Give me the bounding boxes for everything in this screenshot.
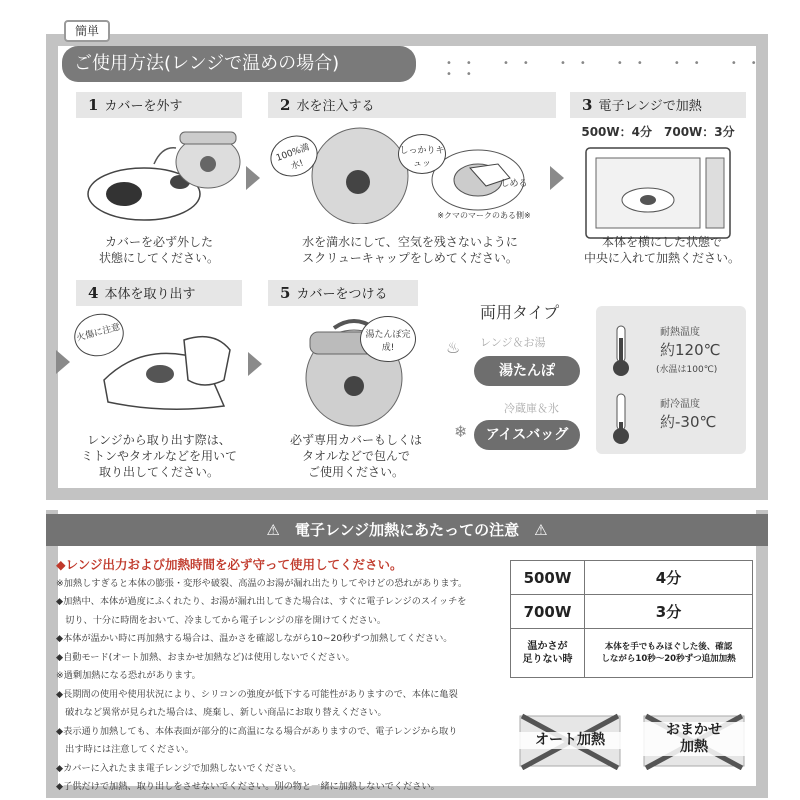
- cold-use-label: 冷蔵庫＆氷: [504, 402, 559, 415]
- step-arrow-3: [56, 350, 70, 374]
- heating-time-table: [510, 560, 753, 678]
- step-arrow-1: [246, 166, 260, 190]
- step-arrow-2: [550, 166, 564, 190]
- hot-use-label: レンジ＆お湯: [480, 336, 546, 349]
- step-3-caption: 本体を横にした状態で 中央に入れて加熱ください。: [583, 235, 740, 265]
- table-row: 700W 3分: [511, 595, 753, 629]
- step-4-caption: レンジから取り出す際は、 ミトンやタオルなどを用いて 取り出してください。: [80, 433, 237, 479]
- caution-item: ◆子供だけで加熱、取り出しをさせないでください。別の物と一緒に加熱しないでください。: [56, 781, 440, 792]
- microwave-illustration: [584, 146, 734, 242]
- steam-icon: ♨: [446, 338, 461, 357]
- caution-item: ◆カバーに入れたまま電子レンジで加熱しないでください。: [56, 762, 302, 774]
- step-5-header: 5 カバーをつける: [268, 280, 418, 306]
- step-3-header: 3 電子レンジで加熱: [570, 92, 746, 118]
- burn-warning-bubble: 火傷に注意: [69, 308, 128, 362]
- caution-item: ◆本体が温かい時に再加熱する場合は、温かさを確認しながら10~20秒ずつ加熱してください。: [56, 633, 453, 644]
- step-1-caption: カバーを必ず外した 状態にしてください。: [98, 235, 219, 265]
- caution-item: ◆加熱中、本体が過度にふくれたり、お湯が漏れ出してきた場合は、すぐに電子レンジのスイッチを: [56, 596, 467, 607]
- auto-heat-label: オート加熱: [518, 732, 622, 749]
- step-arrow-4: [248, 352, 262, 376]
- paw-prints-decoration: •• •• •• •• •• •• ••: [446, 58, 771, 80]
- water-temp-note: (水温は100℃): [656, 365, 718, 375]
- caution-item: ◆自動モード(オート加熱、おまかせ加熱など)は使用しないでください。: [56, 651, 355, 663]
- thermometer-cold-icon: [610, 392, 632, 446]
- table-row: 500W 4分: [511, 561, 753, 595]
- heat-resistance-value: 約120℃: [660, 341, 721, 359]
- caution-item: ※過剰加熱になる恐れがあります。: [56, 670, 201, 681]
- caution-list: [56, 556, 502, 797]
- power-time-label: 500W：4分 700W：3分: [581, 125, 735, 139]
- step-4-header: 4 本体を取り出す: [76, 280, 242, 306]
- hot-water-bottle-pill: 湯たんぽ: [474, 356, 580, 386]
- caution-headline: ◆レンジ出力および加熱時間を必ず守って使用してください。: [56, 557, 403, 572]
- caution-header: ⚠ 電子レンジ加熱にあたっての注意 ⚠: [46, 514, 768, 546]
- step-2-caption: 水を満水にして、空気を残さないように スクリューキャップをしめてください。: [302, 235, 518, 265]
- omakase-heat-label: おまかせ 加熱: [642, 722, 746, 756]
- caution-item: 切り、十分に時間をおいて、冷ましてから電子レンジの扉を開けてください。: [56, 614, 387, 626]
- caution-item: ※加熱しすぎると本体の膨張・変形や破裂、高温のお湯が漏れ出たりしてやけどの恐れがあります。: [56, 577, 468, 589]
- table-row: 温かさが 足りない時 本体を手でもみほぐした後、確認 しながら10秒～20秒ずつ追加加熱: [511, 629, 753, 678]
- dual-type-heading: 両用タイプ: [480, 303, 560, 322]
- cold-resistance-value: 約-30℃: [660, 413, 717, 431]
- caution-item: 出す時には注意してください。: [56, 744, 194, 755]
- easy-tag: 簡単: [64, 20, 110, 42]
- tighten-label: しめる: [500, 179, 528, 189]
- ready-bubble: 湯たんぽ完成!: [360, 316, 416, 362]
- step-5-caption: 必ず専用カバーもしくは タオルなどで包んで ご使用ください。: [289, 433, 422, 479]
- ice-bag-pill: アイスバッグ: [474, 420, 580, 450]
- remove-cover-illustration: [84, 124, 244, 224]
- full-water-bubble: 100%満水!: [265, 129, 324, 183]
- caution-item: ◆表示通り加熱しても、本体表面が部分的に高温になる場合がありますので、電子レンジから取り: [56, 725, 458, 737]
- thermometer-hot-icon: [610, 324, 632, 378]
- tighten-bubble: しっかりキュッ: [398, 134, 446, 174]
- bear-mark-note: ※クマのマークのある側※: [437, 211, 531, 220]
- caution-item: ◆長期間の使用や使用状況により、シリコンの強度が低下する可能性がありますので、本体に亀裂: [56, 688, 458, 700]
- snowflake-icon: ❄: [454, 422, 468, 441]
- cold-resistance-label: 耐冷温度: [660, 399, 700, 410]
- step-2-header: 2 水を注入する: [268, 92, 556, 118]
- heat-resistance-label: 耐熱温度: [660, 327, 700, 338]
- caution-item: 破れなど異常が見られた場合は、廃棄し、新しい商品にお取り替えください。: [56, 707, 387, 718]
- usage-title: ご使用方法(レンジで温めの場合): [62, 46, 416, 82]
- step-1-header: 1 カバーを外す: [76, 92, 242, 118]
